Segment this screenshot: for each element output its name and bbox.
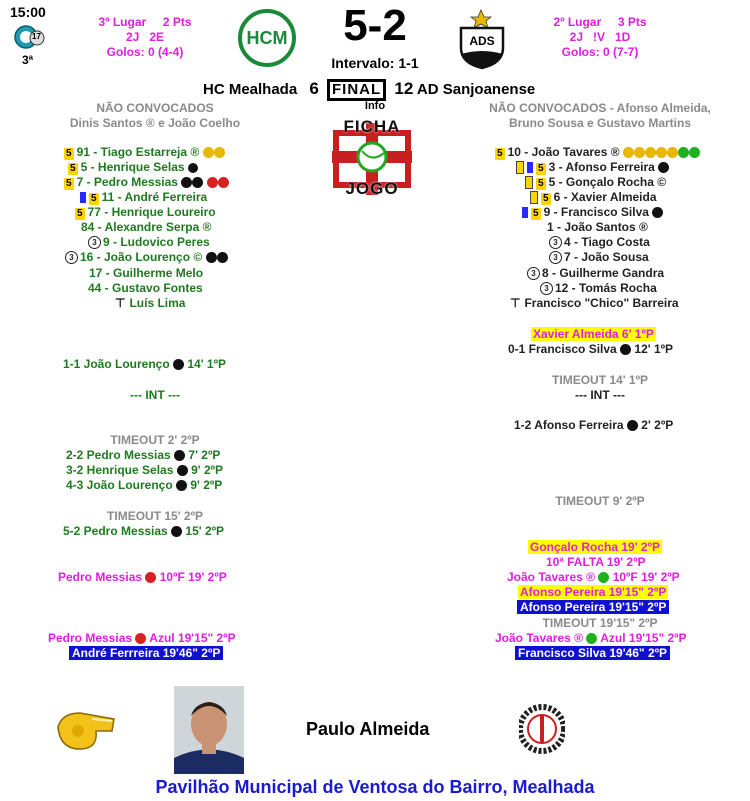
away-timeout: TIMEOUT 9' 2ºP [555,494,645,508]
competition-badge-number: 17 [32,32,41,41]
foul-icon [598,572,609,583]
starter-badge: 5 [70,163,76,174]
goalkeeper-icon: 3 [549,251,562,264]
blue-card-icon [80,192,86,203]
list-item[interactable]: ⊤ Francisco "Chico" Barreira [510,296,679,310]
list-item[interactable]: 3 16 - João Lourenço © [65,250,228,265]
goal-icon [181,177,192,188]
home-event-suspension: André Ferrreira 19'46" 2ºP [69,646,223,661]
teams-line [203,79,535,101]
match-score: 5-2 [343,1,407,50]
coach-icon: ⊤ [510,296,521,310]
list-item[interactable]: 44 - Gustavo Fontes [88,281,203,295]
goalkeeper-icon: 3 [88,236,101,249]
away-standings [535,15,665,60]
home-standings [80,15,210,60]
starter-badge: 5 [66,148,72,159]
home-event-goal: 2-2 Pedro Messias 7' 2ºP [66,448,221,462]
interval-score: Intervalo: 1-1 [331,55,419,71]
ficha-jogo-logo[interactable] [326,115,418,203]
starter-badge: 5 [66,178,72,189]
yellow-card-icon [656,147,667,158]
home-record: 2J 2E [125,30,165,44]
away-not-called-line2: Bruno Sousa e Gustavo Martins [508,116,692,130]
home-event-goal: 3-2 Henrique Selas 9' 2ºP [66,463,223,477]
away-timeout: TIMEOUT 19'15" 2ºP [542,616,658,630]
red-card-icon [207,177,218,188]
list-item[interactable]: 84 - Alexandre Serpa ® [81,220,212,234]
blue-card-icon [527,162,533,173]
list-item[interactable]: 3 4 - Tiago Costa [549,235,650,250]
venue-link[interactable]: Pavilhão Municipal de Ventosa do Bairro, Mealhada [155,777,595,797]
home-team-logo[interactable] [238,9,296,67]
list-item[interactable]: 5 91 - Tiago Estarreja ® [64,145,225,160]
yellow-card-icon [645,147,656,158]
list-item[interactable]: 5 7 - Pedro Messias [64,175,229,190]
away-team-logo[interactable] [453,8,513,70]
final-badge: FINAL [327,79,386,101]
away-not-called [475,101,725,131]
goal-icon [652,207,663,218]
referee-photo [174,686,244,774]
starter-badge: 5 [538,163,544,174]
starter-badge: 5 [538,178,544,189]
list-item[interactable]: ⊤ Luís Lima [115,296,186,310]
away-not-called-line1: NÃO CONVOCADOS - Afonso Almeida, [489,101,711,115]
starter-badge: 5 [497,148,503,159]
blue-card-icon [586,633,597,644]
list-item[interactable]: 3 9 - Ludovico Peres [88,235,210,250]
home-not-called-title: NÃO CONVOCADOS [96,101,214,115]
round-label: 3ª [22,53,34,67]
foul-icon [145,572,156,583]
blue-card-icon [522,207,528,218]
goal-icon [620,344,631,355]
home-event-bluecard: Pedro Messias Azul 19'15" 2ºP [48,631,236,645]
goal-icon [217,252,228,263]
list-item[interactable]: 3 8 - Guilherme Gandra [527,266,664,281]
yellow-card-icon [203,147,214,158]
home-team-name[interactable]: HC Mealhada [203,81,298,98]
goal-icon [174,450,185,461]
yellow-card-icon [214,147,225,158]
home-not-called [60,101,250,131]
away-team-name[interactable]: AD Sanjoanense [416,81,536,98]
away-timeout: TIMEOUT 14' 1ºP [552,373,648,387]
goalkeeper-icon: 3 [540,282,553,295]
away-event-goal: 1-2 Afonso Ferreira 2' 2ºP [514,418,674,432]
list-item[interactable]: 5 77 - Henrique Loureiro [77,205,216,219]
away-goals: Golos: 0 (7-7) [561,45,639,59]
goal-icon [658,162,669,173]
away-event-card: Afonso Pereira 19'15" 2ºP [520,585,667,599]
whistle-icon [52,705,122,755]
list-item[interactable]: 3 12 - Tomás Rocha [540,281,657,296]
blue-card-icon [135,633,146,644]
list-item[interactable]: 5 3 - Afonso Ferreira [516,160,669,175]
away-event-card: Gonçalo Rocha 19' 2ºP [530,540,660,554]
list-item[interactable]: 5 11 - André Ferreira [80,190,207,205]
direct-free-kick-icon [171,526,182,537]
home-timeout: TIMEOUT 2' 2ºP [110,433,200,447]
home-goals: Golos: 0 (4-4) [106,45,184,59]
away-logo-text: ADS [469,34,495,48]
away-final-score: 12 [394,79,414,98]
ficha-text: FICHA [343,117,401,136]
away-event-foul: João Tavares ® 10ºF 19' 2ºP [507,570,680,584]
goalkeeper-icon: 3 [527,267,540,280]
away-record: 2J !V 1D [569,30,631,44]
goal-icon [173,359,184,370]
home-timeout: TIMEOUT 15' 2ºP [107,509,203,523]
home-event-goal: 1-1 João Lourenço 14' 1ºP [63,357,226,371]
away-foul-count: 10ª FALTA 19' 2ºP [546,555,646,569]
list-item[interactable]: 5 5 - Gonçalo Rocha © [525,175,666,190]
jogo-text: JOGO [345,179,399,198]
away-event-card: Xavier Almeida 6' 1ºP [533,327,654,341]
green-card-icon [678,147,689,158]
starter-badge: 5 [91,193,97,204]
list-item[interactable]: 3 7 - João Sousa [549,250,649,265]
yellow-card-icon [623,147,634,158]
goal-icon [176,480,187,491]
goal-icon [627,420,638,431]
home-event-goal: 4-3 João Lourenço 9' 2ºP [66,478,223,492]
coach-icon: ⊤ [115,296,126,310]
goalkeeper-icon: 3 [549,236,562,249]
away-interval: --- INT --- [575,388,625,402]
away-event-bluecard: João Tavares ® Azul 19'15" 2ºP [495,631,687,645]
starter-badge: 5 [77,208,83,219]
yellow-card-icon [516,161,524,174]
home-interval: --- INT --- [130,388,180,402]
goal-icon [206,252,217,263]
yellow-card-icon [667,147,678,158]
away-event-suspension: Afonso Pereira 19'15" 2ºP [517,600,669,615]
goal-icon [192,177,203,188]
association-logo [519,699,565,761]
red-card-icon [218,177,229,188]
list-item[interactable]: 5 9 - Francisco Silva [522,205,663,220]
home-not-called-names: Dinis Santos ® e João Coelho [69,116,241,130]
penalty-icon [188,163,198,173]
home-final-score: 6 [309,79,319,98]
home-event-goal: 5-2 Pedro Messias 15' 2ºP [63,524,225,538]
goalkeeper-icon: 3 [65,251,78,264]
referee-name[interactable]: Paulo Almeida [306,719,430,739]
match-time: 15:00 [10,4,46,20]
starter-badge: 5 [543,193,549,204]
away-position: 2º Lugar 3 Pts [553,15,647,29]
list-item[interactable]: 5 10 - João Tavares ® [495,145,700,160]
green-card-icon [689,147,700,158]
away-event-suspension: Francisco Silva 19'46" 2ºP [515,646,670,661]
yellow-card-icon [530,191,538,204]
list-item[interactable]: 5 6 - Xavier Almeida [530,190,657,205]
home-logo-text: HCM [238,9,296,67]
info-link[interactable]: Info [364,100,386,112]
list-item[interactable]: 1 - João Santos ® [547,220,648,234]
yellow-card-icon [525,176,533,189]
home-event-foul: Pedro Messias 10ºF 19' 2ºP [58,570,227,584]
list-item[interactable]: 5 5 - Henrique Selas [68,160,198,175]
starter-badge: 5 [533,208,539,219]
list-item[interactable]: 17 - Guilherme Melo [89,266,204,280]
away-event-goal: 0-1 Francisco Silva 12' 1ºP [508,342,674,356]
home-position: 3º Lugar 2 Pts [98,15,192,29]
yellow-card-icon [634,147,645,158]
penalty-icon [177,465,188,476]
